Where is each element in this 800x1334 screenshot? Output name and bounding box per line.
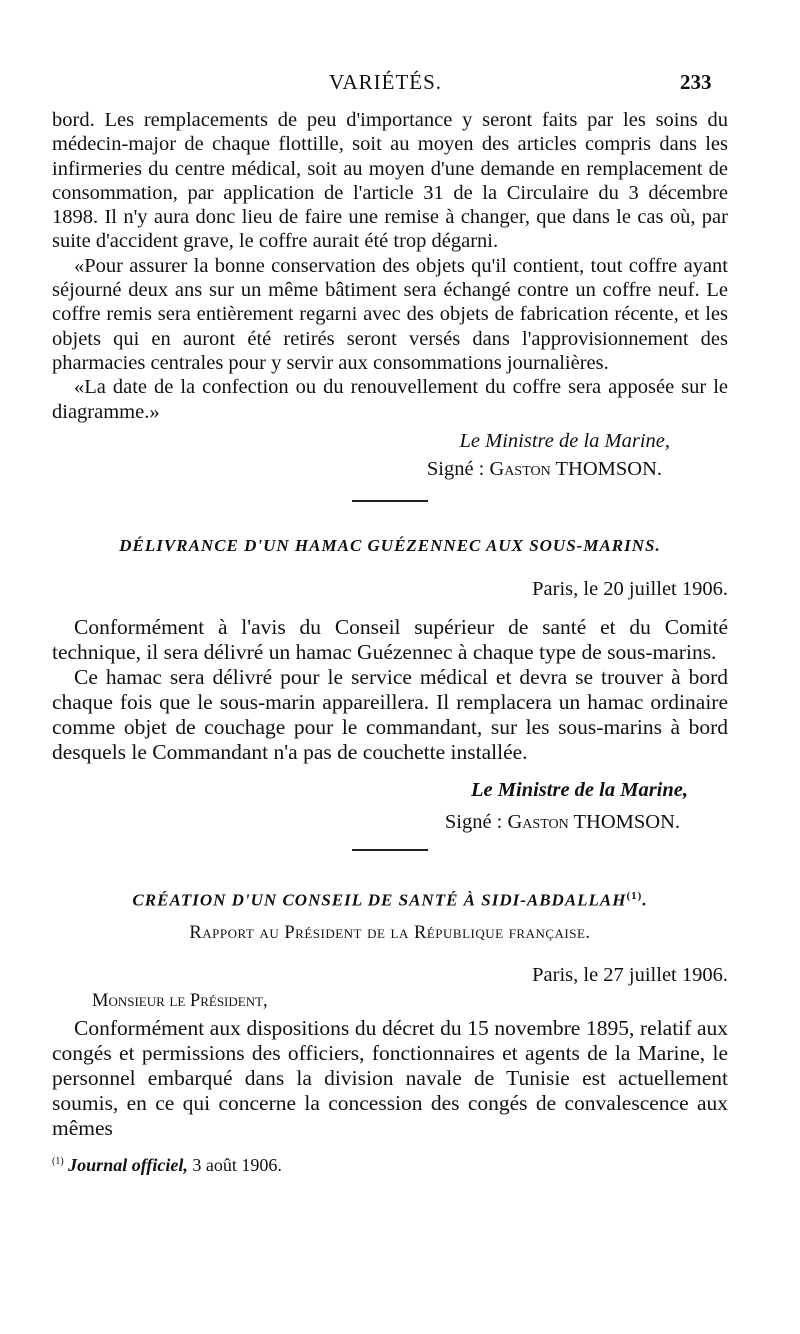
signature: Signé : Gaston THOMSON. <box>444 810 680 833</box>
section-divider <box>352 849 428 852</box>
dateline: Paris, le 27 juillet 1906. <box>532 963 728 986</box>
paragraph: Conformément aux dispositions du décret du 15 novembre 1895, relatif aux congés et permissions des officiers, fonctionnaires et agents de la Marine, le personnel embarqué dans la division navale de Tunisie est actuellement soumis, en ce qui concerne la concession des congés de convalescence aux mêmes <box>52 1015 728 1140</box>
paragraph: bord. Les remplacements de peu d'importance y seront faits par les soins du médecin-major de chaque flottille, soit au moyen des articles compris dans les infirmeries du centre médical, soit au moyen d'une demande en remplacement de consommation, par application de l'article 31 de la Circulaire du 3 décembre 1898. Il n'y aura donc lieu de faire une remise à changer, que dans le cas où, par suite d'accident grave, le coffre aurait été trop dégarni. <box>52 109 728 253</box>
report-subheading: Rapport au Président de la République française. <box>189 922 591 943</box>
dateline: Paris, le 20 juillet 1906. <box>532 577 728 600</box>
page-body <box>52 108 728 1176</box>
section-heading: CRÉATION D'UN CONSEIL DE SANTÉ À SIDI-ABDALLAH$^{(1)}$. <box>132 889 648 910</box>
footnote-marker: (1) <box>52 1155 64 1167</box>
salutation: Monsieur le Président, <box>92 990 268 1011</box>
page-number: 233 <box>680 70 712 94</box>
signature-title: Le Ministre de la Marine, <box>459 429 670 452</box>
footnote: $^{(1)}$ Journal officiel, 3 août 1906. <box>52 1154 282 1175</box>
paragraph: Conformément à l'avis du Conseil supérieur de santé et du Comité technique, il sera délivré un hamac Guézennec à chaque type de sous-marins. <box>52 614 728 664</box>
paragraph: Ce hamac sera délivré pour le service médical et devra se trouver à bord chaque fois que le sous-marin appareillera. Il remplacera un hamac ordinaire comme objet de couchage pour le commandant, sur les sous-marins à bord desquels le Commandant n'a pas de couchette installée. <box>52 664 728 764</box>
page-header <box>0 70 800 100</box>
running-title: VARIÉTÉS. <box>329 70 443 94</box>
footnote-marker: (1) <box>626 889 643 902</box>
section-divider <box>352 500 428 503</box>
section-heading: DÉLIVRANCE D'UN HAMAC GUÉZENNEC AUX SOUS-MARINS. <box>119 535 661 555</box>
paragraph: «La date de la confection ou du renouvellement du coffre sera apposée sur le diagramme.» <box>52 376 728 423</box>
paragraph: «Pour assurer la bonne conservation des objets qu'il contient, tout coffre ayant séjourné deux ans sur un même bâtiment sera échangé contre un coffre neuf. Le coffre remis sera entièrement regarni avec des objets de fabrication récente, et les objets qui en auront été retirés seront versés dans l'approvisionnement des pharmacies centrales pour y servir aux consommations journalières. <box>52 254 728 374</box>
signature: Signé : Gaston THOMSON. <box>426 457 662 480</box>
signature-title: Le Ministre de la Marine, <box>471 778 688 801</box>
